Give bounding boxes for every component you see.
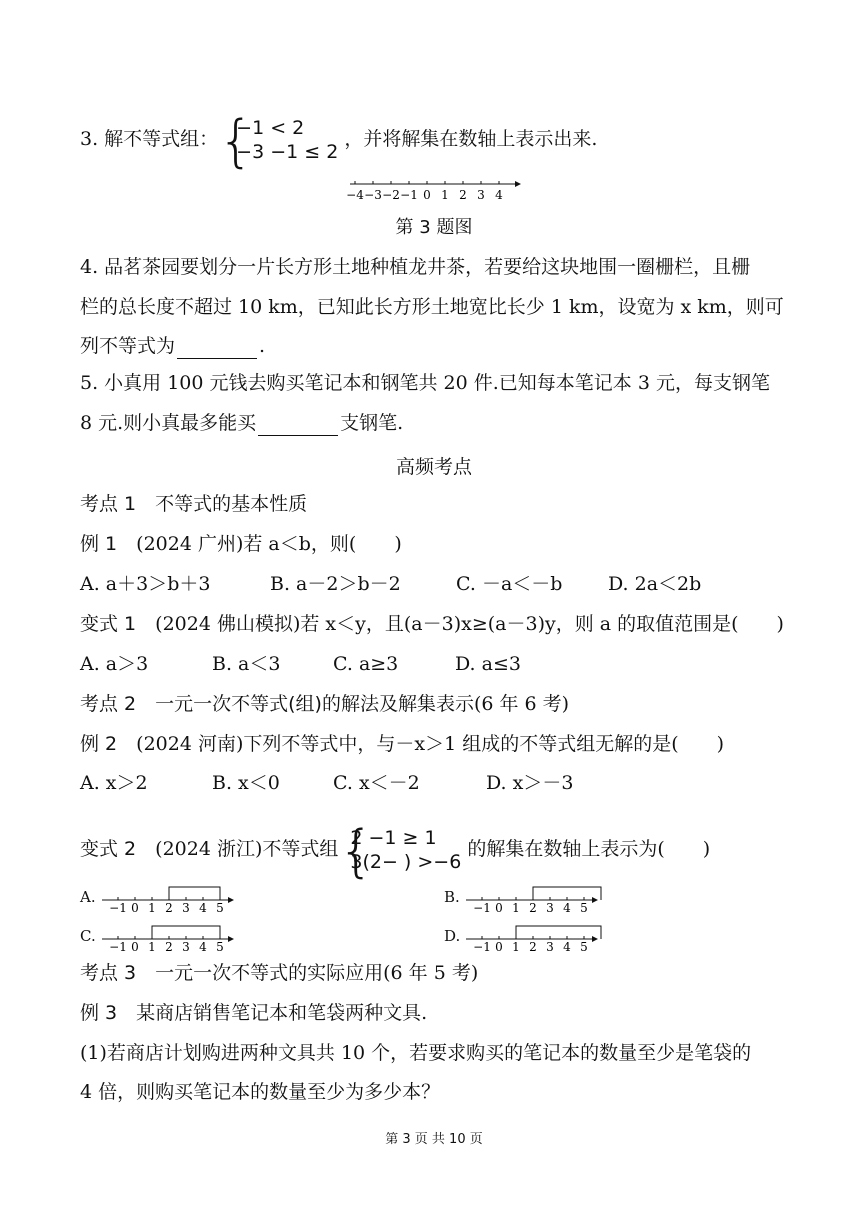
q3-tick-label: −2 xyxy=(382,188,400,202)
tick-label: 2 xyxy=(529,901,537,915)
tick-label: 1 xyxy=(148,940,156,954)
ex1-line xyxy=(80,531,402,557)
q3-tick-label: 1 xyxy=(441,188,449,202)
var2-inequality-system xyxy=(338,819,462,884)
q4-line1: 4. 品茗茶园要划分一片长方形土地种植龙井茶，若要给这块地围一圈栅栏，且栅 xyxy=(80,256,751,278)
q3-brace: { xyxy=(218,109,254,174)
var2-label: 变式 2 xyxy=(80,838,137,860)
var1-option-a: A. a＞3 xyxy=(80,653,149,675)
tick-label: 2 xyxy=(529,940,537,954)
tick-label: −1 xyxy=(109,940,127,954)
ex2-option-a: A. x＞2 xyxy=(80,772,148,794)
page-footer: 第 3 页 共 10 页 xyxy=(385,1132,483,1147)
tick-label: 5 xyxy=(216,940,224,954)
q5-line2 xyxy=(80,410,403,436)
kp3-title-note: (6 年 5 考) xyxy=(383,962,479,984)
tick-label: 1 xyxy=(512,901,520,915)
q4-line3 xyxy=(80,333,265,359)
var1-option-d: D. a≤3 xyxy=(455,653,521,675)
var2-option-b-label: B. xyxy=(444,888,460,906)
ex2-option-d: D. x＞－3 xyxy=(486,772,574,794)
section-title: 高频考点 xyxy=(395,456,472,478)
var1-option-c: C. a≥3 xyxy=(333,653,399,675)
axis-arrow xyxy=(228,936,234,942)
q3-suffix: ，并将解集在数轴上表示出来. xyxy=(344,128,598,150)
q3-tick-label: 3 xyxy=(477,188,485,202)
ex1-option-a: A. a＋3＞b＋3 xyxy=(80,573,211,595)
tick-label: 4 xyxy=(199,901,207,915)
var2-option-a-number-line[interactable] xyxy=(100,882,240,915)
axis-arrow xyxy=(228,897,234,903)
var2-option-b-number-line[interactable] xyxy=(464,882,604,915)
var1-option-b: B. a＜3 xyxy=(212,653,281,675)
ex3-p1-line2: 4 倍，则购买笔记本的数量至少为多少本？ xyxy=(80,1081,441,1103)
axis-arrow xyxy=(592,897,598,903)
ex2-label: 例 2 xyxy=(80,733,118,755)
tick-label: 1 xyxy=(512,940,520,954)
var2-option-c-number-line[interactable] xyxy=(100,921,240,954)
tick-label: 4 xyxy=(199,940,207,954)
q3-tick-label: −1 xyxy=(400,188,418,202)
kp2-title: 考点 2 一元一次不等式(组)的解法及解集表示 xyxy=(80,693,474,715)
tick-label: 4 xyxy=(563,940,571,954)
ex1-option-c: C. －a＜－b xyxy=(456,573,563,595)
tick-label: 1 xyxy=(148,901,156,915)
ex2-option-c: C. x＜－2 xyxy=(333,772,420,794)
kp2-title-note: (6 年 6 考) xyxy=(473,693,570,715)
tick-label: 3 xyxy=(546,940,554,954)
solution-interval xyxy=(516,926,601,939)
tick-label: 2 xyxy=(165,940,173,954)
q4-answer-blank[interactable] xyxy=(177,340,257,359)
tick-label: 0 xyxy=(495,901,503,915)
q3-prefix: 3. 解不等式组： xyxy=(80,128,219,150)
q4-line3-end: . xyxy=(259,335,266,357)
ex1-option-b: B. a－2＞b－2 xyxy=(270,573,401,595)
tick-label: −1 xyxy=(473,901,491,915)
var2-option-c-label: C. xyxy=(80,927,96,945)
var1-line xyxy=(80,611,784,637)
tick-label: 3 xyxy=(182,940,190,954)
ex2-option-b: B. x＜0 xyxy=(212,772,280,794)
tick-label: 0 xyxy=(495,940,503,954)
tick-label: −1 xyxy=(473,940,491,954)
var2-prefix: (2024 浙江)不等式组 xyxy=(155,838,339,860)
tick-label: 5 xyxy=(580,940,588,954)
tick-label: 4 xyxy=(563,901,571,915)
q3-caption: 第 3 题图 xyxy=(395,217,473,238)
q4-line2: 栏的总长度不超过 10 km，已知此长方形土地宽比长少 1 km，设宽为 x km，则可 xyxy=(80,296,784,318)
q5-line2-start: 8 元.则小真最多能买 xyxy=(80,412,257,434)
axis-arrow xyxy=(592,936,598,942)
kp1-title: 考点 1 不等式的基本性质 xyxy=(80,493,308,515)
tick-label: 5 xyxy=(580,901,588,915)
ex1-option-d: D. 2a＜2b xyxy=(608,573,702,595)
kp3-title-line xyxy=(80,960,478,986)
q5-answer-blank[interactable] xyxy=(258,417,338,436)
var2-eq1: 2 −1 ≥ 1 xyxy=(350,827,437,849)
ex3-text: 某商店销售笔记本和笔袋两种文具. xyxy=(136,1002,428,1024)
ex1-text: (2024 广州)若 a＜b，则( ) xyxy=(136,533,402,555)
var1-label: 变式 1 xyxy=(80,613,137,635)
q3-tick-label: 4 xyxy=(495,188,503,202)
var1-text: (2024 佛山模拟)若 x＜y，且(a－3)x≥(a－3)y，则 a 的取值范围是( ) xyxy=(155,613,784,635)
ex2-text: (2024 河南)下列不等式中，与－x＞1 组成的不等式组无解的是( ) xyxy=(136,733,725,755)
tick-label: 3 xyxy=(546,901,554,915)
q3-eq2: −3 −1 ≤ 2 xyxy=(236,141,339,163)
var2-option-a-label: A. xyxy=(80,888,96,906)
var2-line xyxy=(80,819,711,884)
tick-label: 2 xyxy=(165,901,173,915)
var2-suffix: 的解集在数轴上表示为( ) xyxy=(467,838,711,860)
kp3-title: 考点 3 一元一次不等式的实际应用 xyxy=(80,962,384,984)
var2-brace: { xyxy=(338,819,375,884)
ex3-line xyxy=(80,1000,427,1026)
tick-label: 0 xyxy=(131,940,139,954)
q4-line3-text: 列不等式为 xyxy=(80,335,176,357)
q3-tick-label: −4 xyxy=(346,188,364,202)
var2-option-d-number-line[interactable] xyxy=(464,921,604,954)
q3-line xyxy=(80,109,598,174)
ex3-p1-line1: (1)若商店计划购进两种文具共 10 个，若要求购买的笔记本的数量至少是笔袋的 xyxy=(80,1042,752,1064)
tick-label: 0 xyxy=(131,901,139,915)
q5-line2-end: 支钢笔. xyxy=(340,412,404,434)
tick-label: −1 xyxy=(109,901,127,915)
q3-number-line xyxy=(345,178,525,202)
kp2-title-line xyxy=(80,691,569,717)
ex3-label: 例 3 xyxy=(80,1002,118,1024)
tick-label: 3 xyxy=(182,901,190,915)
ex1-label: 例 1 xyxy=(80,533,118,555)
q3-tick-label: −3 xyxy=(364,188,382,202)
q3-inequality-system xyxy=(218,109,339,174)
var2-eq2: 3(2− ) >−6 xyxy=(350,851,462,873)
ex2-line xyxy=(80,731,724,757)
q3-tick-label: 0 xyxy=(423,188,431,202)
q3-tick-label: 2 xyxy=(459,188,467,202)
q3-eq1: −1 < 2 xyxy=(236,117,305,139)
var2-option-d-label: D. xyxy=(444,927,461,945)
q5-line1: 5. 小真用 100 元钱去购买笔记本和钢笔共 20 件.已知每本笔记本 3 元，每支钢笔 xyxy=(80,372,770,394)
solution-interval xyxy=(169,887,220,900)
tick-label: 5 xyxy=(216,901,224,915)
